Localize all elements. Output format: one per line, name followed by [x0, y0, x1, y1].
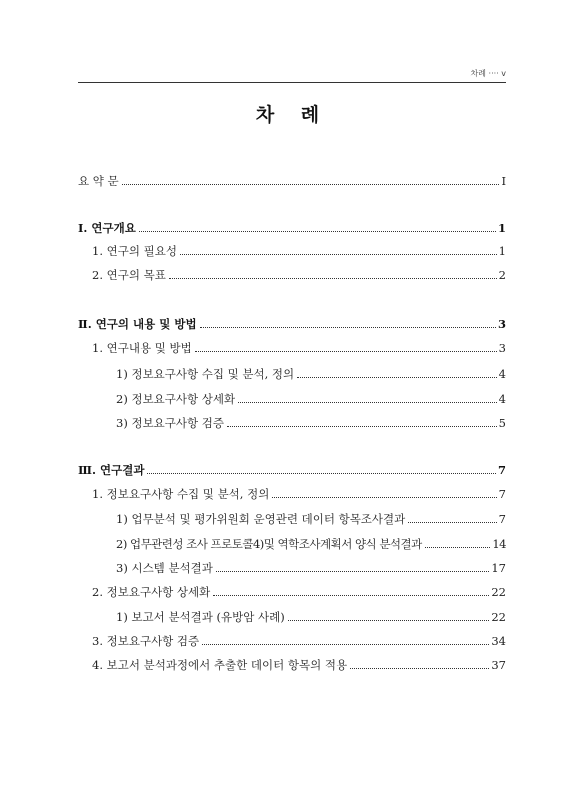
toc-label: 1) 보고서 분석결과 (유방암 사례): [116, 610, 285, 624]
toc-page-number: 1: [497, 221, 506, 235]
toc-label: 3) 시스템 분석결과: [116, 561, 213, 575]
toc-leader-dots: [180, 254, 497, 255]
page-title: 차 례: [255, 104, 330, 126]
toc-leader-dots: [350, 668, 489, 669]
toc-page-number: 4: [498, 392, 506, 406]
toc-leader-dots: [425, 547, 491, 548]
toc-page-number: 4: [498, 367, 506, 381]
toc-leader-dots: [216, 571, 489, 572]
toc-label: 1) 정보요구사항 수집 및 분석, 정의: [116, 367, 295, 381]
toc-page-number: 22: [491, 610, 506, 624]
toc-page-number: 3: [497, 317, 506, 331]
toc-label: 2) 업무관련성 조사 프로토콜4)및 역학조사계획서 양식 분석결과: [116, 537, 422, 551]
toc-entry-section[interactable]: [92, 341, 506, 355]
toc-page-number: 1: [498, 244, 506, 258]
toc-leader-dots: [238, 402, 497, 403]
header-rule: [78, 82, 506, 83]
toc-page-number: 7: [498, 512, 506, 526]
toc-label: 1. 연구내용 및 방법: [92, 341, 192, 355]
toc-leader-dots: [288, 620, 490, 621]
toc-entry-subsection[interactable]: [116, 561, 506, 575]
toc-label: 3. 정보요구사항 검증: [92, 634, 200, 648]
toc-entry-chapter-2[interactable]: [78, 317, 506, 331]
toc-entry-subsection[interactable]: [116, 392, 506, 406]
toc-entry-section[interactable]: [92, 658, 506, 672]
running-header: 차례 ···· v: [470, 69, 506, 78]
toc-leader-dots: [195, 351, 497, 352]
toc-entry-chapter-1[interactable]: [78, 221, 506, 235]
toc-label: 요 약 문: [78, 174, 119, 188]
toc-leader-dots: [202, 644, 489, 645]
toc-page-number: 5: [498, 416, 506, 430]
toc-label: 1. 연구의 필요성: [92, 244, 177, 258]
toc-entry-section[interactable]: [92, 585, 506, 599]
toc-leader-dots: [122, 184, 500, 185]
toc-entry-subsection[interactable]: [116, 610, 506, 624]
toc-leader-dots: [408, 522, 496, 523]
toc-leader-dots: [200, 327, 496, 328]
toc-leader-dots: [147, 473, 496, 474]
toc-label: 1. 정보요구사항 수집 및 분석, 정의: [92, 487, 270, 501]
toc-label: 2. 정보요구사항 상세화: [92, 585, 211, 599]
toc-leader-dots: [272, 497, 496, 498]
toc-page-number: 37: [491, 658, 506, 672]
toc-entry-section[interactable]: [92, 634, 506, 648]
toc-label: Ⅲ. 연구결과: [78, 463, 145, 477]
toc-entry-subsection[interactable]: [116, 537, 506, 551]
toc-label: 4. 보고서 분석과정에서 추출한 데이터 항목의 적용: [92, 658, 348, 672]
toc-entry-chapter-3[interactable]: [78, 463, 506, 477]
toc-entry-subsection[interactable]: [116, 512, 506, 526]
toc-entry-section[interactable]: [92, 244, 506, 258]
toc-page-number: 34: [491, 634, 506, 648]
toc-page-number: 3: [498, 341, 506, 355]
toc-entry-summary[interactable]: [78, 174, 506, 188]
toc-entry-section[interactable]: [92, 268, 506, 282]
toc-page-number: 7: [498, 487, 506, 501]
toc-label: 2. 연구의 목표: [92, 268, 166, 282]
toc-label: 1) 업무분석 및 평가위원회 운영관련 데이터 항목조사결과: [116, 512, 406, 526]
toc-leader-dots: [169, 278, 497, 279]
toc-entry-section[interactable]: [92, 487, 506, 501]
toc-leader-dots: [297, 377, 497, 378]
toc-leader-dots: [227, 426, 497, 427]
toc-leader-dots: [213, 595, 489, 596]
toc-label: 3) 정보요구사항 검증: [116, 416, 224, 430]
toc-label: 2) 정보요구사항 상세화: [116, 392, 236, 406]
toc-page-number: 17: [491, 561, 506, 575]
toc-label: Ⅱ. 연구의 내용 및 방법: [78, 317, 197, 331]
toc-page-number: 7: [497, 463, 506, 477]
toc-page-number: 14: [492, 537, 506, 551]
toc-leader-dots: [139, 231, 496, 232]
toc-label: Ⅰ. 연구개요: [78, 221, 136, 235]
toc-page-number: 2: [498, 268, 506, 282]
toc-page-number: I: [501, 174, 506, 188]
toc-entry-subsection[interactable]: [116, 367, 506, 381]
toc-entry-subsection[interactable]: [116, 416, 506, 430]
toc-page-number: 22: [491, 585, 506, 599]
